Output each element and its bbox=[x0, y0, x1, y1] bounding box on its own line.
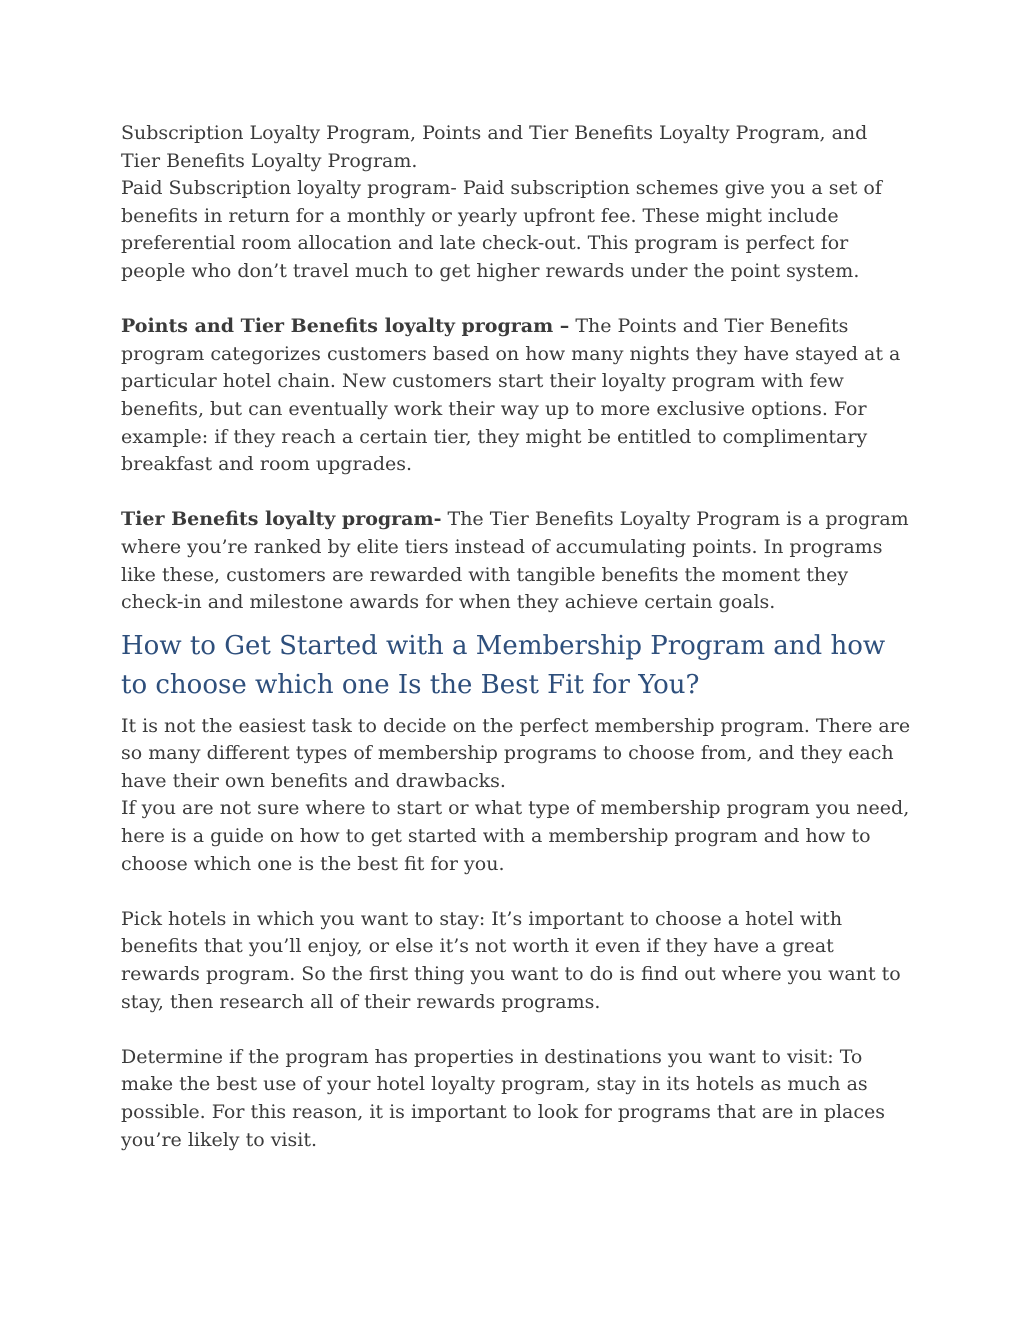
paragraph-spacer bbox=[121, 286, 911, 314]
tier-paragraph bbox=[121, 506, 911, 616]
guide-paragraph-4: Determine if the program has properties in destinations you want to visit: To make the best use of your hotel loyalty program, stay in its hotels as much as possible. For this reason, it is important to look for programs that are in places you’re likely to visit. bbox=[121, 1045, 886, 1151]
paragraph-spacer bbox=[121, 479, 911, 507]
tier-body: The Tier Benefits Loyalty Program is a program where you’re ranked by elite tiers instead of accumulating points. In programs like these, customers are rewarded with tangible benefits the moment they check-in and milestone awards for when they achieve certain goals. bbox=[121, 508, 909, 614]
points-tier-body: The Points and Tier Benefits program categorizes customers based on how many nights they have stayed at a particular hotel chain. New customers start their loyalty program with few benefits, but can eventually work their way up to more exclusive options. For example: if they reach a certain tier, they might be entitled to complimentary breakfast and room upgrades. bbox=[121, 315, 901, 476]
guide-paragraph-3: Pick hotels in which you want to stay: It’s important to choose a hotel with benefits that you’ll enjoy, or else it’s not worth it even if they have a great rewards program. So the first thing you want to do is find out where you want to stay, then research all of their rewards programs. bbox=[121, 907, 901, 1013]
paid-subscription-paragraph: Paid Subscription loyalty program- Paid subscription schemes give you a set of benefits in return for a monthly or yearly upfront fee. These might include preferential room allocation and late check-out. This program is perfect for people who don’t travel much to get higher rewards under the point system. bbox=[121, 177, 882, 282]
paragraph-spacer bbox=[121, 1016, 911, 1044]
document-page bbox=[121, 120, 911, 1154]
points-tier-lead: Points and Tier Benefits loyalty program – bbox=[121, 315, 570, 338]
intro-line: Subscription Loyalty Program, Points and Tier Benefits Loyalty Program, and Tier Benefits Loyalty Program. bbox=[121, 122, 868, 172]
guide-paragraph-2: If you are not sure where to start or what type of membership program you need, here is a guide on how to get started with a membership program and how to choose which one is the best fit for you. bbox=[121, 797, 910, 875]
paragraph-spacer bbox=[121, 878, 911, 906]
guide-paragraph-1: It is not the easiest task to decide on the perfect membership program. There are so many different types of membership programs to choose from, and they each have their own benefits and drawbacks. bbox=[121, 714, 911, 792]
tier-lead: Tier Benefits loyalty program- bbox=[121, 508, 442, 531]
section-heading: How to Get Started with a Membership Program and how to choose which one Is the Best Fit for You? bbox=[121, 630, 886, 700]
points-tier-paragraph bbox=[121, 313, 911, 479]
